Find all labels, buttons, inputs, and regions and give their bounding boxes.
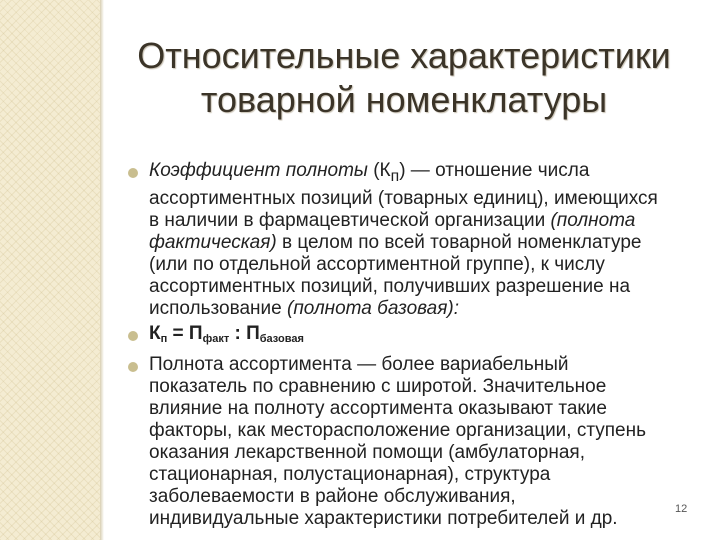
page-number: 12 [675,503,688,515]
slide-body [128,160,698,530]
term-completeness-coefficient: Коэффициент полноты [149,160,368,181]
slide-title [104,34,704,122]
title-line-2: товарной номенклатуры [200,79,608,120]
bullet-icon [128,331,138,341]
bullet-formula: $К_п = П_{факт}$ : $П_{базовая}$ [128,323,698,350]
bullet-icon [128,168,138,178]
bullet-icon [128,362,138,372]
title-line-1: Относительные характеристики [137,35,671,76]
bullet-completeness-coefficient: Коэффициент полноты $(К_п)$ — отношение числа ассортиментных позиций (товарных единиц), имеющихся в наличии в фармацевтической организации (полнота фактическая) в целом по всей товарной номенклатуре (или по отдельной ассортиментной группе), к числу ассортиментных позиций, получивших разрешение на использование (полнота базовая): [128,160,698,320]
bullet-assortment-completeness: Полнота ассортимента — более вариабельный показатель по сравнению с широтой. Значительное влияние на полноту ассортимента оказывают такие факторы, как месторасположение организации, ступень оказания лекарственной помощи (амбулаторная, стационарная, полустационарная), структура заболеваемости в районе обслуживания, индивидуальные характеристики потребителей и др. [128,354,698,530]
decorative-side-band [0,0,100,540]
